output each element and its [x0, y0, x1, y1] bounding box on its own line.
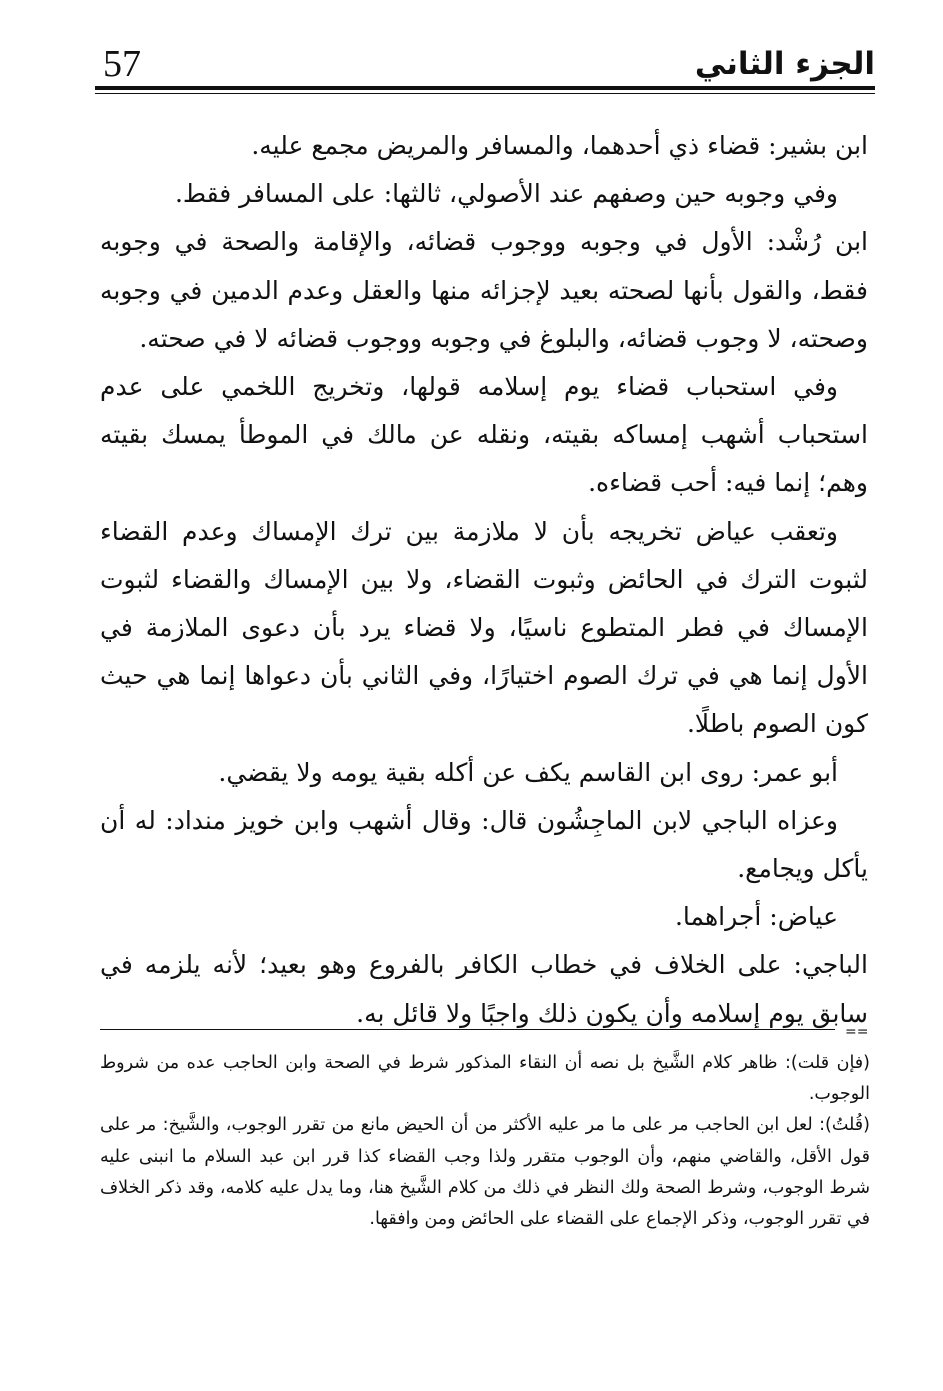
paragraph: ابن رُشْد: الأول في وجوبه ووجوب قضائه، والإقامة والصحة في وجوبه فقط، والقول بأنها لصحته بعيد لإجزائه منها والعقل وعدم الدمين في وجوبه وصحته، لا وجوب قضائه، والبلوغ في وجوبه ووجوب قضائه لا في صحته.	[100, 227, 868, 353]
paragraph: أبو عمر: روى ابن القاسم يكف عن أكله بقية يومه ولا يقضي.	[218, 757, 838, 787]
header-rule-thick	[95, 86, 875, 90]
footnote: (فإن قلت): ظاهر كلام الشَّيخ بل نصه أن النقاء المذكور شرط في الصحة وابن الحاجب عده من شروط الوجوب.	[100, 1053, 870, 1105]
footnote-rule-line	[100, 1029, 835, 1030]
footnote-separator	[100, 1025, 870, 1039]
paragraph: وتعقب عياض تخريجه بأن لا ملازمة بين ترك الإمساك وعدم القضاء لثبوت الترك في الحائض وثبوت القضاء، ولا بين الإمساك والقضاء لثبوت الإمساك في فطر المتطوع ناسيًا، ولا قضاء يرد بأن دعوى الملازمة في الأول إنما هي في ترك الصوم اختيارًا، وفي الثاني بأن دعواها إنما هي حيث كون الصوم باطلًا.	[100, 516, 868, 739]
paragraph: الباجي: على الخلاف في خطاب الكافر بالفروع وهو بعيد؛ لأنه يلزمه في سابق يوم إسلامه وأن يكون ذلك واجبًا ولا قائل به.	[100, 950, 868, 1028]
page-number: 57	[103, 43, 141, 85]
paragraph: عياض: أجراهما.	[674, 902, 838, 932]
paragraph: ابن بشير: قضاء ذي أحدهما، والمسافر والمريض مجمع عليه.	[251, 131, 868, 160]
main-text	[100, 122, 868, 1038]
footnote-continuation-mark: ==	[845, 1024, 869, 1040]
header-rule-thin	[95, 93, 875, 94]
footnote: (قُلتُ): لعل ابن الحاجب مر على ما مر عليه الأكثر من أن الحيض مانع من تقرر الوجوب، والشَّيخ: مر على قول الأقل، والقاضي منهم، وأن الوجوب متقرر ولذا وجب القضاء كذا قرر ابن عبد السلام ما انبنى عليه شرط الوجوب، وشرط الصحة ولك النظر في ذلك من كلام الشَّيخ هنا، وما يدل عليه كلامه، وقد ذكر الخلاف في تقرر الوجوب، وذكر الإجماع على القضاء على الحائض ومن وافقها.	[100, 1115, 870, 1230]
paragraph: وفي استحباب قضاء يوم إسلامه قولها، وتخريج اللخمي على عدم استحباب أشهب إمساكه بقيته، ونقله عن مالك في الموطأ يمسك بقيته وهم؛ إنما فيه: أحب قضاءه.	[100, 372, 868, 498]
book-part-title: الجزء الثاني	[694, 46, 875, 82]
footnotes	[100, 1048, 870, 1235]
paragraph: وفي وجوبه حين وصفهم عند الأصولي، ثالثها: على المسافر فقط.	[174, 179, 838, 209]
paragraph: وعزاه الباجي لابن الماجِشُون قال: وقال أشهب وابن خويز منداد: له أن يأكل ويجامع.	[100, 805, 868, 884]
